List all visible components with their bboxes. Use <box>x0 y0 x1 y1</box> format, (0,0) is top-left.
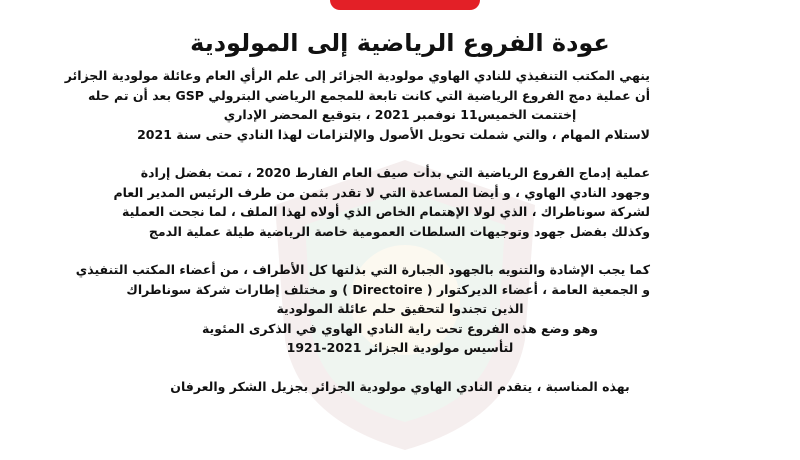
paragraph-line: أن عملية دمج الفروع الرياضية التي كانت تابعة للمجمع الرياضي البترولي GSP بعد أن تم حله <box>88 87 650 103</box>
red-header-mark <box>330 0 480 10</box>
document-title: عودة الفروع الرياضية إلى المولودية <box>190 29 610 57</box>
paragraph-2 <box>113 163 650 241</box>
paragraph-line: لاستلام المهام ، والتي شملت تحويل الأصول والإلتزامات لهذا النادي حتى سنة 2021 <box>137 126 650 142</box>
paragraph-4 <box>150 377 650 397</box>
paragraph-line: وهو وضع هذه الفروع تحت راية النادي الهاوي في الذكرى المئوية <box>201 320 599 336</box>
paragraph-line: بهذه المناسبة ، يتقدم النادي الهاوي مولودية الجزائر بجزيل الشكر والعرفان <box>170 378 630 394</box>
paragraph-line: لتأسيس مولودية الجزائر 2021-1921 <box>286 340 514 355</box>
paragraph-line: عملية إدماج الفروع الرياضية التي بدأت صيف العام الفارط 2020 ، تمت بفضل إرادة <box>140 165 650 180</box>
paragraph-line: لشركة سوناطراك ، الذي لولا الإهتمام الخاص الذي أولاه لهذا الملف ، لما نجحت العملية <box>122 204 650 219</box>
paragraph-line: ينهي المكتب التنفيذي للنادي الهاوي مولودية الجزائر إلى علم الرأي العام وعائلة مولودية الجزائر <box>64 68 650 83</box>
press-release <box>64 28 650 396</box>
paragraph-line: كما يجب الإشادة والتنويه بالجهود الجبارة التي بذلتها كل الأطراف ، من أعضاء المكتب التنفيذي <box>75 262 650 277</box>
paragraph-line: وجهود النادي الهاوي ، و أيضا المساعدة التي لا تقدر بثمن من طرف الرئيس المدير العام <box>113 184 650 200</box>
paragraph-line: و الجمعية العامة ، أعضاء الديركتوار ( Directoire ) و مختلف إطارات شركة سوناطراك <box>126 281 650 297</box>
paragraph-line: وكذلك بفضل جهود وتوجيهات السلطات العمومية خاصة الرياضية طيلة عملية الدمج <box>148 223 650 239</box>
paragraph-line: إختتمت الخميس11 نوفمبر 2021 ، بتوقيع المحضر الإداري <box>223 107 577 122</box>
paragraph-line: الذين تجندوا لتحقيق حلم عائلة المولودية <box>276 301 524 316</box>
paragraph-1 <box>64 66 650 144</box>
paragraph-3 <box>75 260 650 358</box>
